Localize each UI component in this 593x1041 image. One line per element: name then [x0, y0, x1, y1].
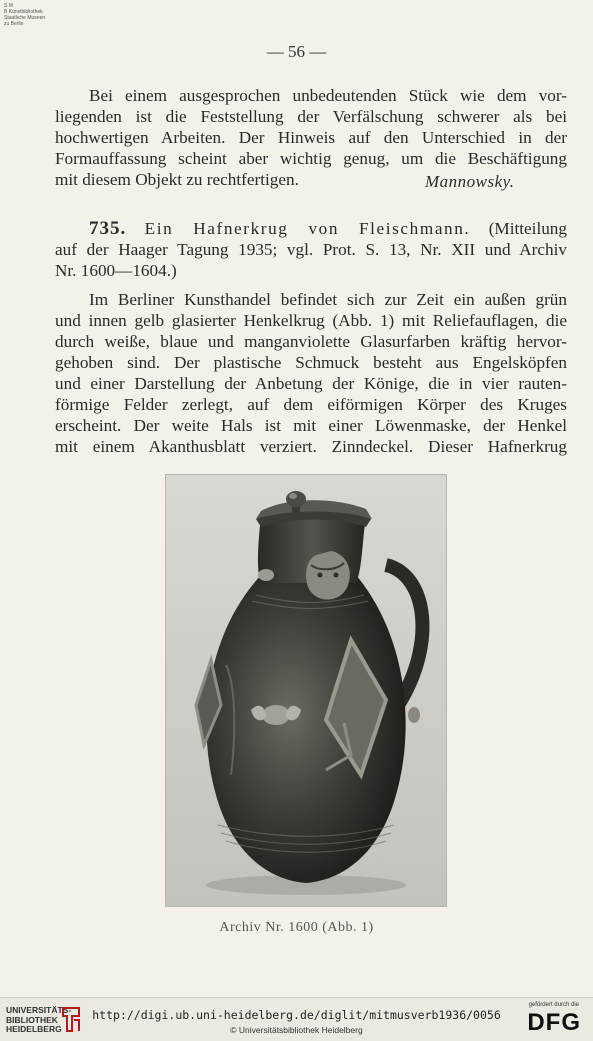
jug-illustration: [166, 475, 446, 906]
entry-note: (Mitteilung: [488, 219, 567, 238]
entry-heading: [55, 218, 567, 281]
library-stamp: [4, 3, 45, 27]
text-line: Bei einem ausgesprochen unbedeutenden Stück wie dem vor-: [89, 86, 567, 105]
paragraph-2: [55, 289, 567, 457]
text-line: hochwertigen Arbeiten. Der Hinweis auf den Unterschied in der: [55, 128, 567, 147]
entry-number: 735.: [89, 218, 127, 239]
text-line: mit einem Akanthusblatt verziert. Zinndeckel. Dieser Hafnerkrug: [55, 437, 567, 456]
logo-line: BIBLIOTHEK: [6, 1014, 58, 1025]
text-line: förmige Felder zerlegt, auf dem eiförmigen Körper des Kruges: [55, 395, 567, 414]
page-number: — 56 —: [266, 42, 327, 61]
permalink-url[interactable]: http://digi.ub.uni-heidelberg.de/diglit/mitmusverb1936/0056: [92, 1008, 501, 1022]
dfg-logo: DFG: [527, 1009, 581, 1036]
logo-line: HEIDELBERG: [6, 1024, 62, 1034]
stamp-line: B Kunstbibliothek: [4, 9, 43, 15]
text-line: und einer Darstellung der Anbetung der Könige, die in vier rauten-: [55, 374, 567, 393]
stamp-line: zu Berlin: [4, 21, 24, 27]
entry-line-1: [55, 218, 567, 239]
stamp-line: S M: [4, 3, 13, 9]
footer-bar: [0, 997, 593, 1041]
figure-caption: Archiv Nr. 1600 (Abb. 1): [219, 920, 374, 935]
stamp-line: Staatliche Museen: [4, 15, 46, 21]
text-line: Im Berliner Kunsthandel befindet sich zur Zeit ein außen grün: [89, 290, 567, 309]
text-line: auf der Haager Tagung 1935; vgl. Prot. S. 13, Nr. XII und Archiv: [55, 240, 567, 259]
text-line: gehoben sind. Der plastische Schmuck besteht aus Engelsköpfen: [55, 353, 567, 372]
copyright-notice: © Universitätsbibliothek Heidelberg: [230, 1025, 363, 1035]
entry-title: Ein Hafnerkrug von Fleischmann.: [144, 219, 471, 238]
text-line: Formauffassung scheint aber wichtig genug, um die Beschäftigung: [55, 149, 567, 168]
text-line: liegenden ist die Feststellung der Verfälschung schwerer als bei: [55, 107, 567, 126]
text-line: durch weiße, blaue und manganviolette Glasurfarben kräftig hervor-: [55, 332, 567, 351]
logo-line: UNIVERSITÄTS-: [6, 1005, 72, 1015]
text-line: mit diesem Objekt zu rechtfertigen.: [55, 170, 299, 189]
author-signature: Mannowsky.: [425, 172, 515, 191]
jug-photograph: [165, 474, 447, 907]
funding-note: gefördert durch die: [528, 1002, 579, 1008]
text-line: und innen gelb glasierter Henkelkrug (Abb. 1) mit Reliefauflagen, die: [55, 311, 567, 330]
text-line: Nr. 1600—1604.): [55, 261, 177, 280]
text-line: erscheint. Der weite Hals ist mit einer Löwenmaske, der Henkel: [55, 416, 567, 435]
